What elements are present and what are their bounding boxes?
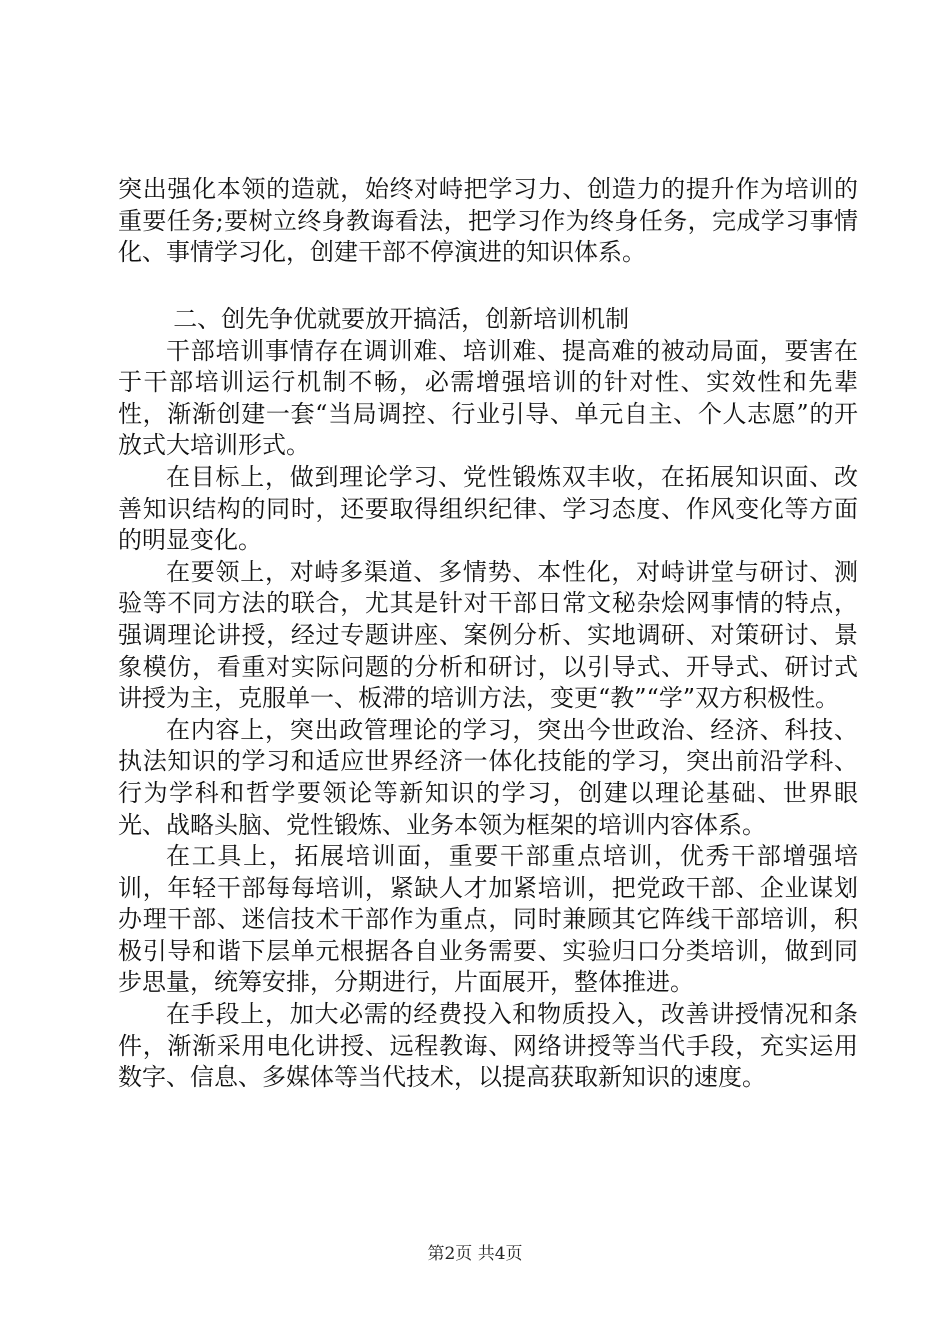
intro-paragraph: 突出强化本领的造就，始终对峙把学习力、创造力的提升作为培训的重要任务;要树立终身教诲看法，把学习作为终身任务，完成学习事情化、事情学习化，创建干部不停演进的知识体系。 xyxy=(118,175,858,267)
section-heading: 二、创先争优就要放开搞活，创新培训机制 xyxy=(173,305,630,333)
page-number-footer: 第2页 共4页 xyxy=(427,1244,523,1264)
body-paragraph: 在手段上，加大必需的经费投入和物质投入，改善讲授情况和条件，渐渐采用电化讲授、远程教诲、网络讲授等当代手段，充实运用数字、信息、多媒体等当代技术，以提高获取新知识的速度。 xyxy=(118,1000,858,1092)
intro-text-block xyxy=(118,174,858,269)
body-paragraph: 在目标上，做到理论学习、党性锻炼双丰收，在拓展知识面、改善知识结构的同时，还要取得组织纪律、学习态度、作风变化等方面的明显变化。 xyxy=(118,462,858,555)
body-paragraph: 在工具上，拓展培训面，重要干部重点培训，优秀干部增强培训，年轻干部每每培训，紧缺人才加紧培训，把党政干部、企业谋划办理干部、迷信技术干部作为重点，同时兼顾其它阵线干部培训，积极引导和谐下层单元根据各自业务需要、实验归口分类培训，做到同步思量，统筹安排，分期进行，片面展开，整体推进。 xyxy=(118,842,858,997)
body-paragraph: 干部培训事情存在调训难、培训难、提高难的被动局面，要害在于干部培训运行机制不畅，必需增强培训的针对性、实效性和先辈性，渐渐创建一套“当局调控、行业引导、单元自主、个人志愿”的开放式大培训形式。 xyxy=(118,336,858,460)
section-body xyxy=(118,304,858,1094)
body-paragraph: 在要领上，对峙多渠道、多情势、本性化，对峙讲堂与研讨、测验等不同方法的联合，尤其是针对干部日常文秘杂烩网事情的特点，强调理论讲授，经过专题讲座、案例分析、实地调研、对策研讨、景象模仿，看重对实际问题的分析和研讨，以引导式、开导式、研讨式讲授为主，克服单一、板滞的培训方法，变更“教”“学”双方积极性。 xyxy=(118,557,858,713)
body-paragraph: 在内容上，突出政管理论的学习，突出今世政治、经济、科技、执法知识的学习和适应世界经济一体化技能的学习，突出前沿学科、行为学科和哲学要领论等新知识的学习，创建以理论基础、世界眼光、战略头脑、党性锻炼、业务本领为框架的培训内容体系。 xyxy=(118,715,858,839)
